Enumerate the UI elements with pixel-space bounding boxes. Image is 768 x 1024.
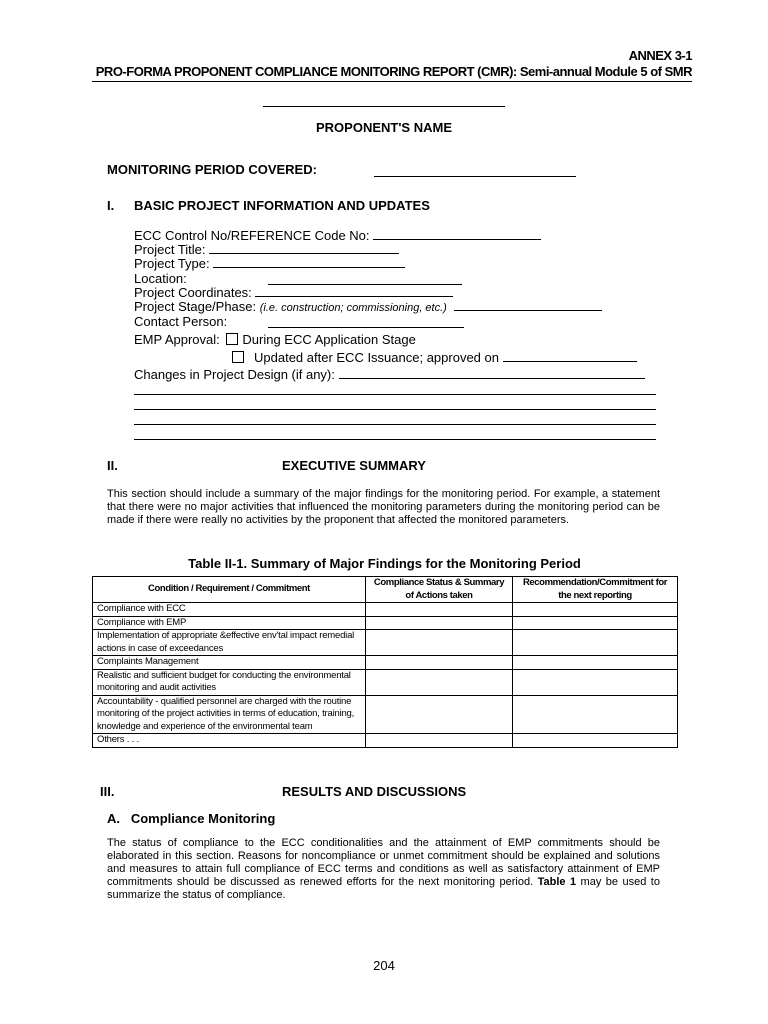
table-header-condition: Condition / Requirement / Commitment: [93, 577, 366, 603]
design-changes-line-5[interactable]: [134, 439, 656, 440]
row-condition: Complaints Management: [93, 656, 366, 670]
row-recommendation-cell[interactable]: [513, 616, 678, 630]
row-status-cell[interactable]: [366, 616, 513, 630]
section-2-title: EXECUTIVE SUMMARY: [282, 458, 426, 473]
section-2-number: II.: [107, 458, 118, 473]
compliance-paragraph-text: The status of compliance to the ECC conditionalities and the attainment of EMP commitments should be elaborated in this section. Reasons for noncompliance or unmet commitment should be explained and solutions and measures to attain full compliance of ECC terms and conditions as well as satisfactory attainment of EMP commitments should be discussed as renewed efforts for the next monitoring period.: [107, 837, 660, 888]
section-1-title: BASIC PROJECT INFORMATION AND UPDATES: [134, 198, 430, 213]
contact-person-label: Contact Person:: [134, 314, 228, 329]
row-recommendation-cell[interactable]: [513, 734, 678, 748]
table-row: [93, 669, 678, 695]
row-recommendation-cell[interactable]: [513, 630, 678, 656]
subsection-a-title: A. Compliance Monitoring: [107, 811, 276, 826]
location-label: Location:: [134, 271, 187, 286]
project-stage-line[interactable]: [454, 299, 602, 311]
table-row: [93, 603, 678, 617]
table-row: [93, 656, 678, 670]
table-row: [93, 630, 678, 656]
compliance-paragraph-tail: may be used to summarize the status of compliance.: [107, 876, 660, 901]
row-status-cell[interactable]: [366, 695, 513, 734]
row-status-cell[interactable]: [366, 669, 513, 695]
design-changes-label: Changes in Project Design (if any):: [134, 367, 335, 382]
project-title-line[interactable]: [209, 242, 399, 254]
table-row: [93, 616, 678, 630]
table-1-reference: Table 1: [537, 876, 577, 888]
row-status-cell[interactable]: [366, 603, 513, 617]
location-field: [134, 271, 187, 286]
design-changes-field: [134, 367, 645, 382]
emp-option2-checkbox[interactable]: [232, 351, 244, 363]
section-3-title: RESULTS AND DISCUSSIONS: [282, 784, 467, 799]
contact-person-field: [134, 314, 227, 329]
table-header-recommendation: Recommendation/Commitment for the next reporting: [513, 577, 678, 603]
coordinates-label: Project Coordinates:: [134, 285, 252, 300]
emp-approval-date-line[interactable]: [503, 350, 637, 362]
ecc-control-field: [134, 228, 541, 243]
row-condition: Realistic and sufficient budget for conducting the environmental monitoring and audit activities: [93, 669, 366, 695]
monitoring-period-label: MONITORING PERIOD COVERED:: [107, 162, 317, 177]
compliance-monitoring-paragraph: [107, 837, 660, 902]
design-changes-line-4[interactable]: [134, 424, 656, 425]
row-status-cell[interactable]: [366, 656, 513, 670]
emp-option1-checkbox[interactable]: [226, 333, 238, 345]
project-stage-field: [134, 299, 602, 314]
row-status-cell[interactable]: [366, 630, 513, 656]
section-1-number: I.: [107, 198, 115, 213]
table-row: [93, 695, 678, 734]
row-recommendation-cell[interactable]: [513, 669, 678, 695]
row-condition: Others . . .: [93, 734, 366, 748]
row-condition: Accountability - qualified personnel are charged with the routine monitoring of the project activities in terms of education, training, knowledge and experience of the environmental team: [93, 695, 366, 734]
proponent-name-label: PROPONENT'S NAME: [316, 120, 452, 135]
emp-option2-label: Updated after ECC Issuance; approved on: [254, 350, 499, 365]
contact-person-line[interactable]: [268, 327, 464, 328]
emp-option2-field: [232, 350, 637, 365]
row-condition: Implementation of appropriate &effective env'tal impact remedial actions in case of exceedances: [93, 630, 366, 656]
emp-approval-field: [134, 332, 416, 347]
project-stage-note: (i.e. construction; commissioning, etc.): [259, 302, 447, 314]
design-changes-line-2[interactable]: [134, 394, 656, 395]
executive-summary-paragraph: This section should include a summary of the major findings for the monitoring period. For example, a statement that there were no major activities that influenced the monitoring parameters during the monitoring period can be made if there were really no activities by the proponent that affected the monitored parameters.: [107, 488, 660, 526]
ecc-control-line[interactable]: [373, 228, 541, 240]
annex-label: ANNEX 3-1: [628, 48, 692, 63]
project-title-field: [134, 242, 399, 257]
table-row: [93, 734, 678, 748]
project-type-line[interactable]: [213, 256, 405, 268]
table-header-status: Compliance Status & Summary of Actions taken: [366, 577, 513, 603]
section-3-number: III.: [100, 784, 115, 799]
row-condition: Compliance with ECC: [93, 603, 366, 617]
row-recommendation-cell[interactable]: [513, 603, 678, 617]
page-number: 204: [373, 958, 395, 973]
row-recommendation-cell[interactable]: [513, 695, 678, 734]
project-title-label: Project Title:: [134, 242, 206, 257]
design-changes-line[interactable]: [339, 367, 645, 379]
project-type-label: Project Type:: [134, 256, 210, 271]
findings-table: [92, 576, 678, 748]
proponent-name-line[interactable]: [263, 106, 505, 107]
table-caption: Table II-1. Summary of Major Findings for the Monitoring Period: [188, 556, 581, 571]
emp-approval-label: EMP Approval:: [134, 332, 220, 347]
emp-option1-label: During ECC Application Stage: [242, 332, 416, 347]
project-type-field: [134, 256, 405, 271]
coordinates-field: [134, 285, 453, 300]
row-condition: Compliance with EMP: [93, 616, 366, 630]
project-stage-label: Project Stage/Phase:: [134, 299, 257, 314]
coordinates-line[interactable]: [255, 285, 453, 297]
document-title: PRO-FORMA PROPONENT COMPLIANCE MONITORING REPORT (CMR): Semi-annual Module 5 of SMR: [95, 64, 692, 79]
header-divider: [92, 81, 692, 82]
monitoring-period-line[interactable]: [374, 176, 576, 177]
design-changes-line-3[interactable]: [134, 409, 656, 410]
ecc-control-label: ECC Control No/REFERENCE Code No:: [134, 228, 370, 243]
row-recommendation-cell[interactable]: [513, 656, 678, 670]
row-status-cell[interactable]: [366, 734, 513, 748]
